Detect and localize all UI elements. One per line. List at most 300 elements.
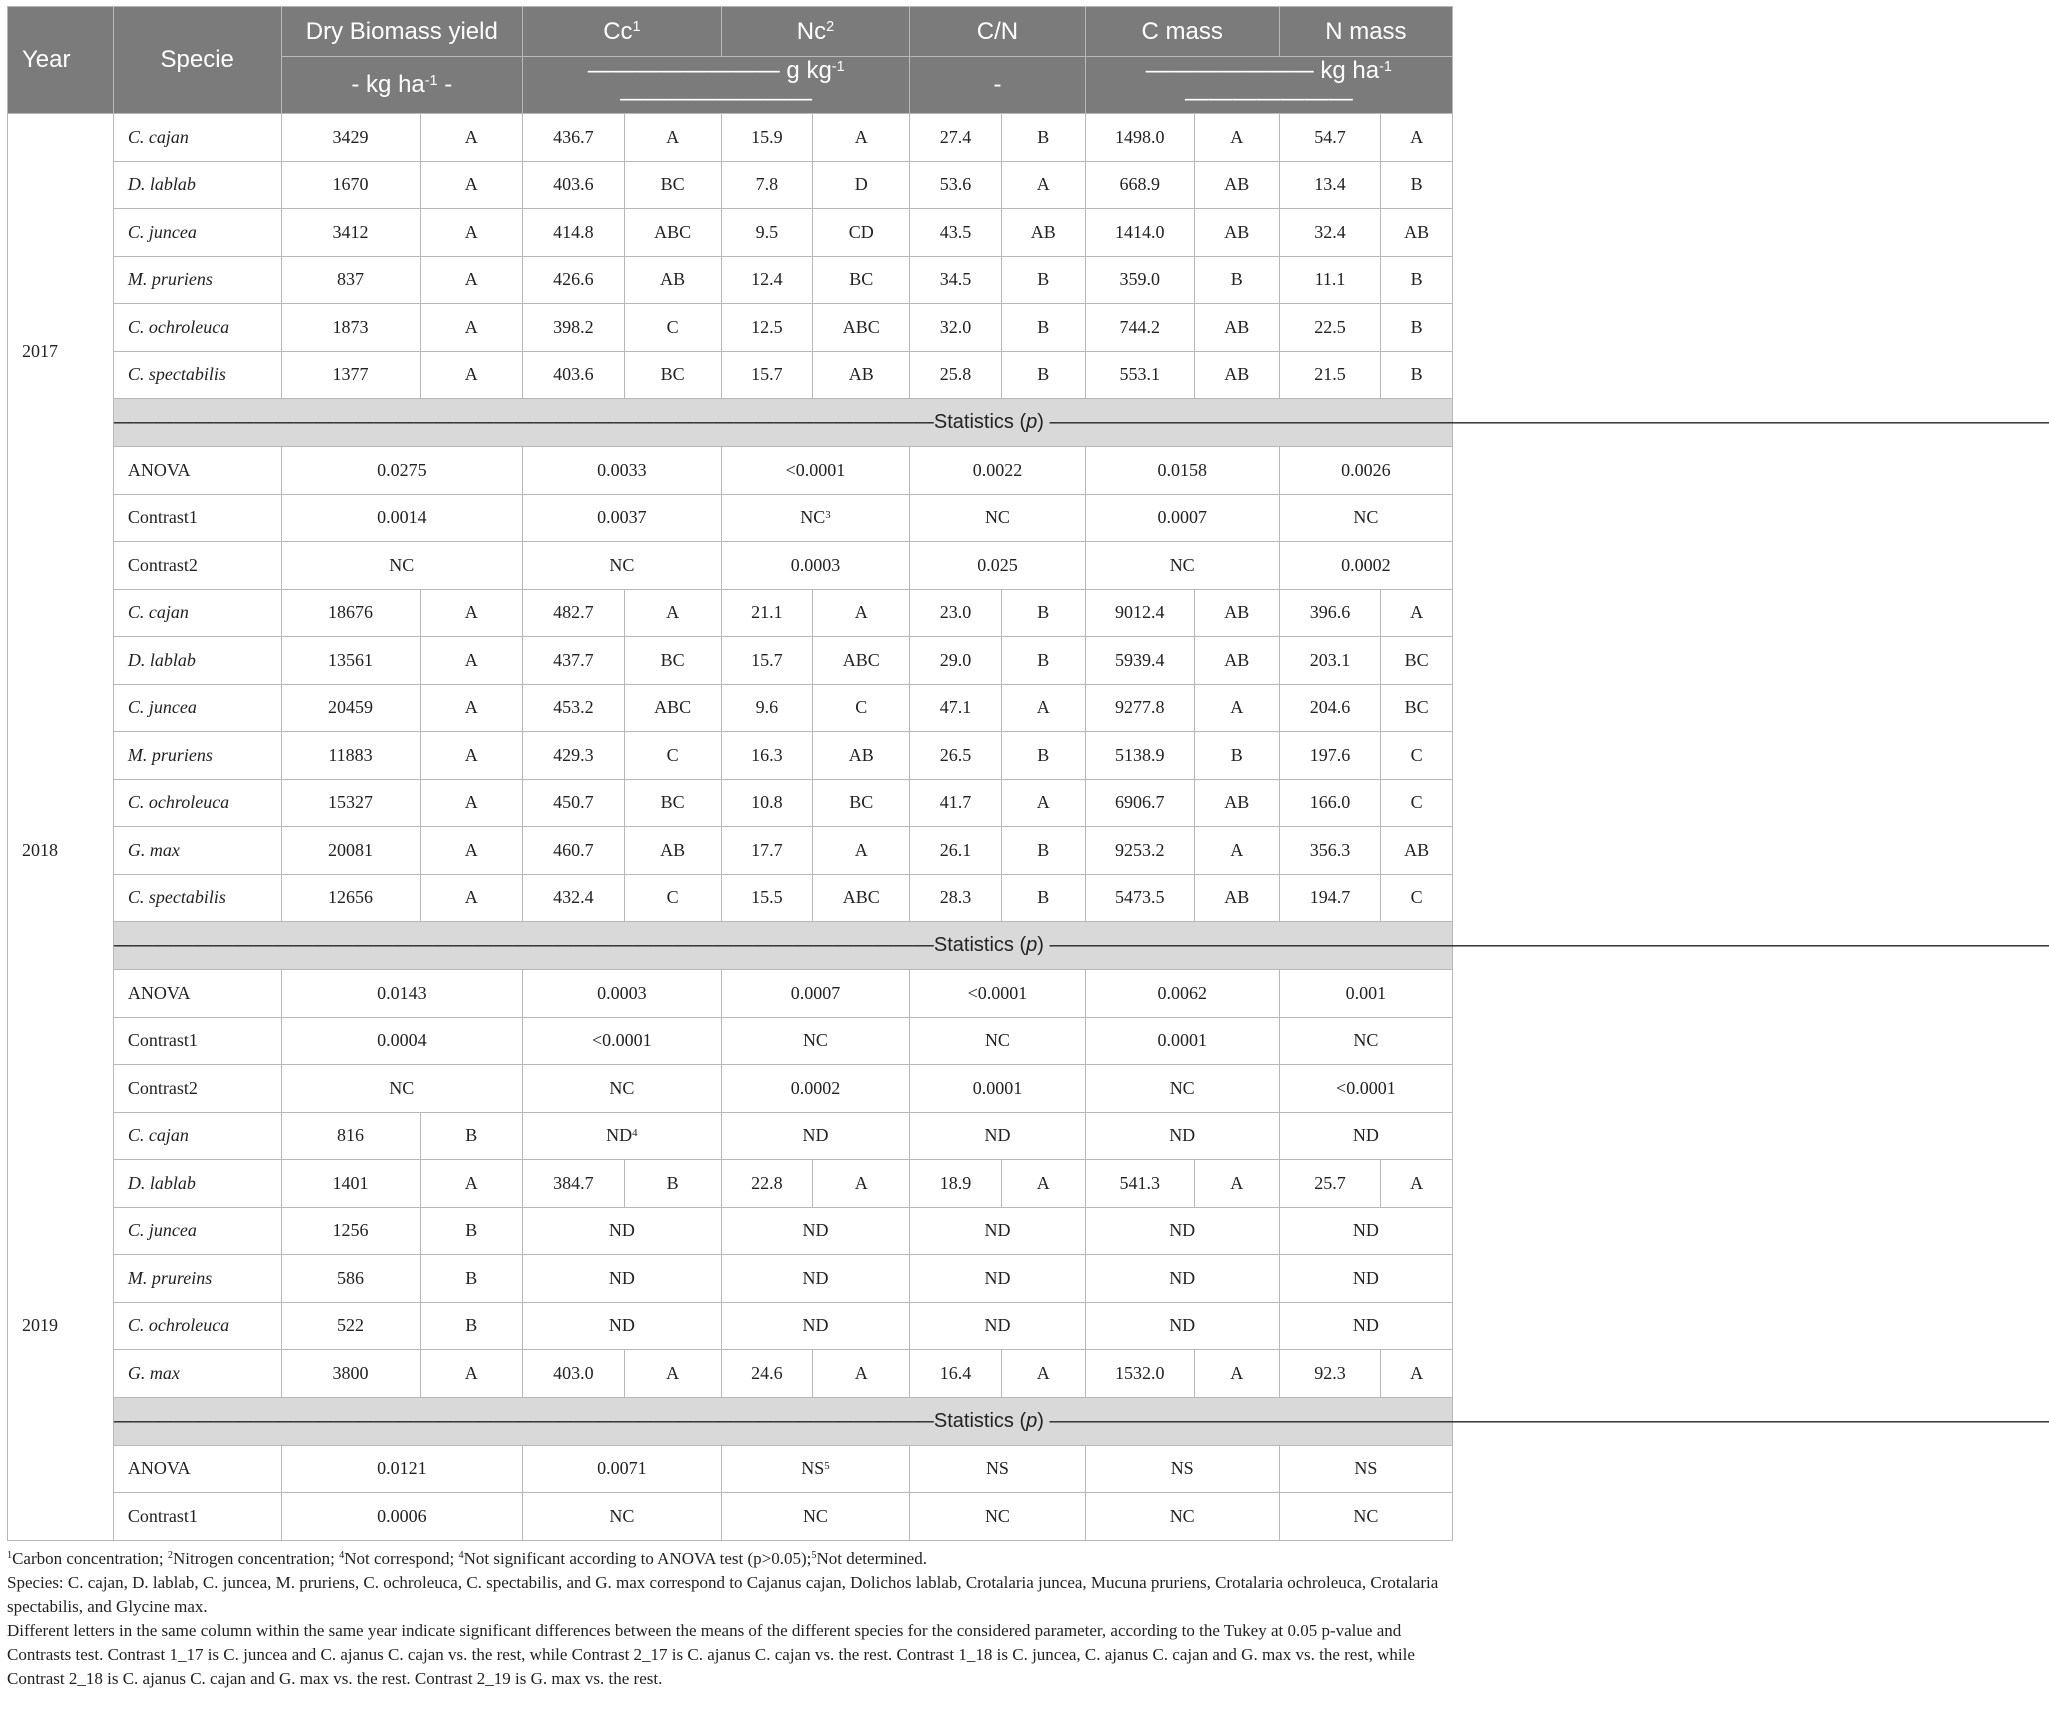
value-cell: 3800 (281, 1350, 420, 1398)
value-cell: 32.4 (1279, 209, 1380, 257)
letter-cell: A (1001, 161, 1085, 209)
letter-cell: B (1001, 114, 1085, 162)
p-value-cell (1085, 542, 1279, 590)
p-value-text: NC (1169, 1505, 1195, 1526)
p-value-text: <0.0001 (967, 982, 1028, 1003)
letter-cell: BC (624, 637, 721, 685)
letter-cell: A (420, 874, 523, 922)
superscript-note: 4 (632, 1126, 638, 1139)
value-cell: 24.6 (721, 1350, 813, 1398)
species-cell: C. cajan (113, 114, 281, 162)
letter-cell: A (1381, 589, 1453, 637)
species-cell: D. lablab (113, 1160, 281, 1208)
value-cell (523, 1302, 722, 1350)
p-value-cell (523, 1017, 722, 1065)
value-cell: 15.9 (721, 114, 813, 162)
species-cell: C. juncea (113, 1207, 281, 1255)
p-value-text: 0.0002 (1341, 554, 1391, 575)
value-cell: 586 (281, 1255, 420, 1303)
value-cell: 7.8 (721, 161, 813, 209)
stats-label-cell: Contrast2 (113, 542, 281, 590)
letter-cell: A (624, 114, 721, 162)
value-cell: 403.6 (523, 161, 624, 209)
letter-cell: B (1381, 256, 1453, 304)
header-nmass: N mass (1279, 7, 1452, 57)
p-value-text: 0.0007 (1157, 507, 1207, 528)
p-value-cell (281, 970, 523, 1018)
letter-cell: AB (1194, 304, 1279, 352)
species-cell: C. ochroleuca (113, 1302, 281, 1350)
table-row (8, 1160, 1453, 1208)
statistics-label: —————————————————————————————————————————Statistics (p) —————————————————————————————————————————————————— (113, 922, 1452, 970)
letter-cell: B (1001, 256, 1085, 304)
stats-row (8, 970, 1453, 1018)
statistics-text: ————————————————————————————————————————— (113, 1409, 934, 1432)
value-cell: 9.5 (721, 209, 813, 257)
value-cell: 5473.5 (1085, 874, 1194, 922)
stats-label-cell: Contrast1 (113, 1017, 281, 1065)
letter-cell: ABC (813, 304, 910, 352)
value-cell: 5138.9 (1085, 732, 1194, 780)
p-value-cell (721, 542, 910, 590)
value-cell: 1377 (281, 351, 420, 399)
value-cell: 460.7 (523, 827, 624, 875)
letter-cell: A (1001, 684, 1085, 732)
letter-cell: A (813, 1160, 910, 1208)
table-row (8, 1255, 1453, 1303)
letter-cell: A (1194, 684, 1279, 732)
p-value-cell (1279, 1445, 1452, 1493)
header-nc: Nc$^2$ (721, 7, 910, 57)
value-cell: 13.4 (1279, 161, 1380, 209)
p-value-text: NC (984, 507, 1010, 528)
statistics-text: Statistics (933, 934, 1014, 956)
species-cell: C. cajan (113, 1112, 281, 1160)
statistics-text: Statistics (933, 1409, 1014, 1432)
letter-cell: AB (813, 351, 910, 399)
value-cell: 47.1 (910, 684, 1002, 732)
statistics-text: ————————————————————————————————————————— (113, 411, 934, 433)
species-cell: C. juncea (113, 209, 281, 257)
statistics-text: —————————————————————————————————————————————————— (1049, 411, 2049, 433)
p-value-text: 0.0002 (790, 1077, 841, 1098)
species-cell: G. max (113, 827, 281, 875)
value-cell: 453.2 (523, 684, 624, 732)
value-cell: 429.3 (523, 732, 624, 780)
value-cell: 1498.0 (1085, 114, 1194, 162)
letter-cell: A (813, 827, 910, 875)
stats-row (8, 542, 1453, 590)
p-value-text: NC (609, 554, 635, 575)
species-cell: C. juncea (113, 684, 281, 732)
value-cell (1085, 1302, 1279, 1350)
value-cell (910, 1255, 1085, 1303)
statistics-divider (8, 1397, 1453, 1445)
p-value-text: 0.001 (1345, 982, 1387, 1003)
table-row (8, 589, 1453, 637)
statistics-text: ————————————————————————————————————————— (113, 934, 934, 956)
letter-cell: A (1001, 779, 1085, 827)
value-cell: 203.1 (1279, 637, 1380, 685)
header-cc: Cc$^1$ (523, 7, 722, 57)
p-value-cell (910, 1065, 1085, 1113)
statistics-text: p (1026, 1409, 1038, 1432)
stats-label-cell: Contrast2 (113, 1065, 281, 1113)
value-cell: 9.6 (721, 684, 813, 732)
footnotes (7, 1547, 1453, 1691)
p-value-text: 0.0006 (377, 1505, 427, 1526)
table-row (8, 637, 1453, 685)
letter-cell: B (1001, 351, 1085, 399)
letter-cell: ABC (624, 684, 721, 732)
species-cell: C. ochroleuca (113, 779, 281, 827)
statistics-text: p (1026, 934, 1038, 956)
letter-cell: AB (1194, 779, 1279, 827)
p-value-cell (1279, 1065, 1452, 1113)
value-cell: 43.5 (910, 209, 1002, 257)
p-value-text: NC (802, 1030, 828, 1051)
table-row (8, 732, 1453, 780)
value-cell (910, 1112, 1085, 1160)
species-cell: D. lablab (113, 637, 281, 685)
value-cell: 9253.2 (1085, 827, 1194, 875)
p-value-cell (1279, 1493, 1452, 1541)
value-cell: 32.0 (910, 304, 1002, 352)
value-text: ND (1352, 1267, 1379, 1288)
p-value-cell (523, 1065, 722, 1113)
p-value-cell (523, 1493, 722, 1541)
letter-cell: AB (1194, 637, 1279, 685)
value-cell: 11883 (281, 732, 420, 780)
p-value-cell (523, 970, 722, 1018)
p-value-cell (281, 1445, 523, 1493)
value-cell (721, 1207, 910, 1255)
p-value-cell (721, 447, 910, 495)
value-cell: 25.8 (910, 351, 1002, 399)
p-value-text: NS (1354, 1458, 1378, 1479)
p-value-text: NC (802, 1505, 828, 1526)
letter-cell: ABC (624, 209, 721, 257)
value-cell (910, 1302, 1085, 1350)
species-cell: M. prureins (113, 1255, 281, 1303)
letter-cell: A (420, 304, 523, 352)
p-value-cell (721, 1065, 910, 1113)
p-value-text: NS (985, 1458, 1009, 1479)
year-cell: 2018 (8, 589, 114, 1112)
value-cell: 92.3 (1279, 1350, 1380, 1398)
value-cell: 15.7 (721, 351, 813, 399)
statistics-divider (8, 399, 1453, 447)
letter-cell: BC (624, 351, 721, 399)
value-cell: 15327 (281, 779, 420, 827)
p-value-text: <0.0001 (592, 1030, 652, 1051)
letter-cell: B (1001, 589, 1085, 637)
value-text: ND (1169, 1220, 1196, 1241)
p-value-cell (910, 1017, 1085, 1065)
value-text: ND (1352, 1125, 1379, 1146)
letter-cell: BC (1381, 637, 1453, 685)
value-text: ND (802, 1267, 829, 1288)
value-cell: 359.0 (1085, 256, 1194, 304)
p-value-cell (910, 1493, 1085, 1541)
p-value-text: NS (801, 1458, 825, 1479)
value-cell: 21.5 (1279, 351, 1380, 399)
statistics-label: —————————————————————————————————————————Statistics (p) —————————————————————————————————————————————————— (113, 1397, 1452, 1445)
value-text: ND (802, 1315, 829, 1336)
data-table (7, 6, 2049, 1541)
species-cell: C. spectabilis (113, 874, 281, 922)
value-cell: 1256 (281, 1207, 420, 1255)
letter-cell: D (813, 161, 910, 209)
p-value-cell (721, 970, 910, 1018)
value-cell: 22.8 (721, 1160, 813, 1208)
letter-cell: AB (813, 732, 910, 780)
letter-cell: C (813, 684, 910, 732)
value-cell: 13561 (281, 637, 420, 685)
value-cell (721, 1302, 910, 1350)
p-value-cell (721, 1445, 910, 1493)
p-value-cell (1085, 970, 1279, 1018)
letter-cell: A (813, 589, 910, 637)
value-cell (1279, 1207, 1452, 1255)
table-row (8, 1112, 1453, 1160)
value-cell (1085, 1207, 1279, 1255)
species-cell: C. ochroleuca (113, 304, 281, 352)
header-cmass: C mass (1085, 7, 1279, 57)
value-cell: 12.5 (721, 304, 813, 352)
table-row (8, 1207, 1453, 1255)
letter-cell: CD (813, 209, 910, 257)
value-cell: 3412 (281, 209, 420, 257)
stats-label-cell: ANOVA (113, 970, 281, 1018)
value-cell: 12.4 (721, 256, 813, 304)
p-value-cell (910, 970, 1085, 1018)
table-row (8, 209, 1453, 257)
letter-cell: B (420, 1207, 523, 1255)
value-cell: 541.3 (1085, 1160, 1194, 1208)
letter-cell: B (420, 1302, 523, 1350)
letter-cell: A (420, 256, 523, 304)
letter-cell: A (624, 589, 721, 637)
value-cell: 29.0 (910, 637, 1002, 685)
letter-cell: C (624, 874, 721, 922)
letter-cell: A (1381, 1160, 1453, 1208)
p-value-cell (1279, 447, 1452, 495)
p-value-text: 0.0275 (377, 459, 427, 480)
p-value-text: NC (1353, 1030, 1379, 1051)
letter-cell: B (1194, 732, 1279, 780)
value-cell: 194.7 (1279, 874, 1380, 922)
header-year: Year (8, 7, 114, 114)
table-row (8, 1302, 1453, 1350)
value-cell (1085, 1112, 1279, 1160)
value-cell (1085, 1255, 1279, 1303)
value-text: ND (984, 1267, 1011, 1288)
value-cell: 17.7 (721, 827, 813, 875)
stats-row (8, 447, 1453, 495)
p-value-text: NC (1353, 507, 1379, 528)
value-cell: 23.0 (910, 589, 1002, 637)
value-cell: 16.4 (910, 1350, 1002, 1398)
letter-cell: AB (1194, 209, 1279, 257)
species-cell: M. pruriens (113, 732, 281, 780)
p-value-cell (281, 494, 523, 542)
footnote-letters: Different letters in the same column within the same year indicate significant differences between the means of the different species for the considered parameter, according to the Tukey at 0.05 p-value and Contrasts test. Contrast 1_17 is C. juncea and C. ajanus C. cajan vs. the rest, while Contrast 2_17 is C. ajanus C. cajan vs. the rest. Contrast 1_18 is C. juncea, C. ajanus C. cajan and G. max vs. the rest, while Contrast 2_18 is C. ajanus C. cajan and G. max vs. the rest. Contrast 2_19 is G. max vs. the rest. (7, 1620, 1415, 1688)
p-value-text: NC (389, 554, 415, 575)
value-cell: 15.7 (721, 637, 813, 685)
p-value-text: NS (1170, 1458, 1194, 1479)
value-cell: 553.1 (1085, 351, 1194, 399)
letter-cell: B (1381, 161, 1453, 209)
p-value-text: NC (389, 1077, 415, 1098)
value-cell: 10.8 (721, 779, 813, 827)
value-cell: 204.6 (1279, 684, 1380, 732)
stats-label-cell: ANOVA (113, 447, 281, 495)
value-text: ND (1352, 1315, 1379, 1336)
value-cell: 1670 (281, 161, 420, 209)
value-cell: 668.9 (1085, 161, 1194, 209)
value-cell: 1532.0 (1085, 1350, 1194, 1398)
p-value-text: 0.0033 (597, 459, 647, 480)
letter-cell: ABC (813, 637, 910, 685)
letter-cell: C (1381, 732, 1453, 780)
value-cell (523, 1207, 722, 1255)
value-cell (910, 1207, 1085, 1255)
value-cell: 54.7 (1279, 114, 1380, 162)
unit-concentration: ———————— g $kg^{-1}————————$ (523, 57, 910, 114)
p-value-cell (1085, 1445, 1279, 1493)
p-value-cell (523, 447, 722, 495)
unit-mass: ——————— kg $ha^{-1}$ ——————— (1085, 57, 1452, 114)
table-row (8, 304, 1453, 352)
value-text: ND (1169, 1315, 1196, 1336)
p-value-text: 0.0071 (597, 1458, 647, 1479)
p-value-cell (281, 1065, 523, 1113)
letter-cell: A (624, 1350, 721, 1398)
letter-cell: A (813, 114, 910, 162)
superscript-note: 5 (824, 1459, 830, 1472)
letter-cell: A (420, 209, 523, 257)
letter-cell: A (420, 114, 523, 162)
species-cell: G. max (113, 1350, 281, 1398)
value-cell (1279, 1302, 1452, 1350)
value-cell (1279, 1112, 1452, 1160)
value-cell: 414.8 (523, 209, 624, 257)
p-value-cell (1279, 1017, 1452, 1065)
table-row (8, 874, 1453, 922)
p-value-text: 0.0003 (597, 982, 647, 1003)
p-value-cell (1085, 1017, 1279, 1065)
letter-cell: AB (1381, 209, 1453, 257)
statistics-divider (8, 922, 1453, 970)
p-value-cell (1279, 970, 1452, 1018)
value-cell: 41.7 (910, 779, 1002, 827)
letter-cell: B (1001, 304, 1085, 352)
value-cell: 1401 (281, 1160, 420, 1208)
p-value-text: 0.0026 (1341, 459, 1391, 480)
p-value-cell (910, 542, 1085, 590)
table-body (8, 114, 2049, 1541)
p-value-text: 0.0143 (377, 982, 427, 1003)
letter-cell: A (1194, 827, 1279, 875)
letter-cell: ABC (813, 874, 910, 922)
letter-cell: A (1001, 1160, 1085, 1208)
header-specie: Specie (113, 7, 281, 114)
value-cell: 403.6 (523, 351, 624, 399)
table-row (8, 351, 1453, 399)
value-text: ND (606, 1125, 633, 1146)
p-value-text: NC (609, 1077, 635, 1098)
value-text: ND (984, 1315, 1011, 1336)
value-cell: 432.4 (523, 874, 624, 922)
value-cell: 166.0 (1279, 779, 1380, 827)
letter-cell: A (420, 1350, 523, 1398)
p-value-cell (1279, 542, 1452, 590)
letter-cell: AB (1381, 827, 1453, 875)
header-biomass: Dry Biomass yield (281, 7, 523, 57)
table-row (8, 779, 1453, 827)
value-cell: 482.7 (523, 589, 624, 637)
letter-cell: C (624, 304, 721, 352)
unit-biomass: - kg $ha^{-1}$ - (281, 57, 523, 114)
letter-cell: B (1001, 732, 1085, 780)
value-cell: 12656 (281, 874, 420, 922)
year-cell: 2017 (8, 114, 114, 590)
letter-cell: B (1381, 304, 1453, 352)
letter-cell: A (813, 1350, 910, 1398)
species-cell: C. cajan (113, 589, 281, 637)
p-value-text: 0.0014 (377, 507, 427, 528)
p-value-text: 0.0062 (1157, 982, 1207, 1003)
stats-label-cell: Contrast1 (113, 494, 281, 542)
value-cell: 20081 (281, 827, 420, 875)
value-cell: 16.3 (721, 732, 813, 780)
p-value-cell (1085, 1493, 1279, 1541)
stats-row (8, 1017, 1453, 1065)
p-value-text: 0.0037 (597, 507, 647, 528)
value-text: ND (1352, 1220, 1379, 1241)
value-cell (1279, 1255, 1452, 1303)
letter-cell: A (420, 351, 523, 399)
p-value-text: 0.0004 (377, 1030, 427, 1051)
value-text: ND (608, 1267, 635, 1288)
value-cell (523, 1255, 722, 1303)
value-cell: 426.6 (523, 256, 624, 304)
statistics-text: —————————————————————————————————————————————————— (1049, 1409, 2049, 1432)
table-header (8, 7, 1453, 114)
value-text: ND (984, 1125, 1011, 1146)
value-text: ND (1169, 1125, 1196, 1146)
statistics-text: p (1026, 411, 1038, 433)
p-value-text: 0.0022 (972, 459, 1023, 480)
unit-cn: - (910, 57, 1085, 114)
p-value-cell (1085, 1065, 1279, 1113)
p-value-text: 0.0001 (1157, 1030, 1207, 1051)
letter-cell: AB (1194, 161, 1279, 209)
p-value-cell (523, 1445, 722, 1493)
value-cell (523, 1112, 722, 1160)
value-cell: 9277.8 (1085, 684, 1194, 732)
value-cell: 9012.4 (1085, 589, 1194, 637)
p-value-text: NC (1169, 1077, 1195, 1098)
letter-cell: AB (1194, 874, 1279, 922)
table-row (8, 114, 1453, 162)
p-value-text: <0.0001 (785, 459, 846, 480)
value-cell: 816 (281, 1112, 420, 1160)
p-value-cell (721, 494, 910, 542)
value-cell: 197.6 (1279, 732, 1380, 780)
stats-label-cell: Contrast1 (113, 1493, 281, 1541)
